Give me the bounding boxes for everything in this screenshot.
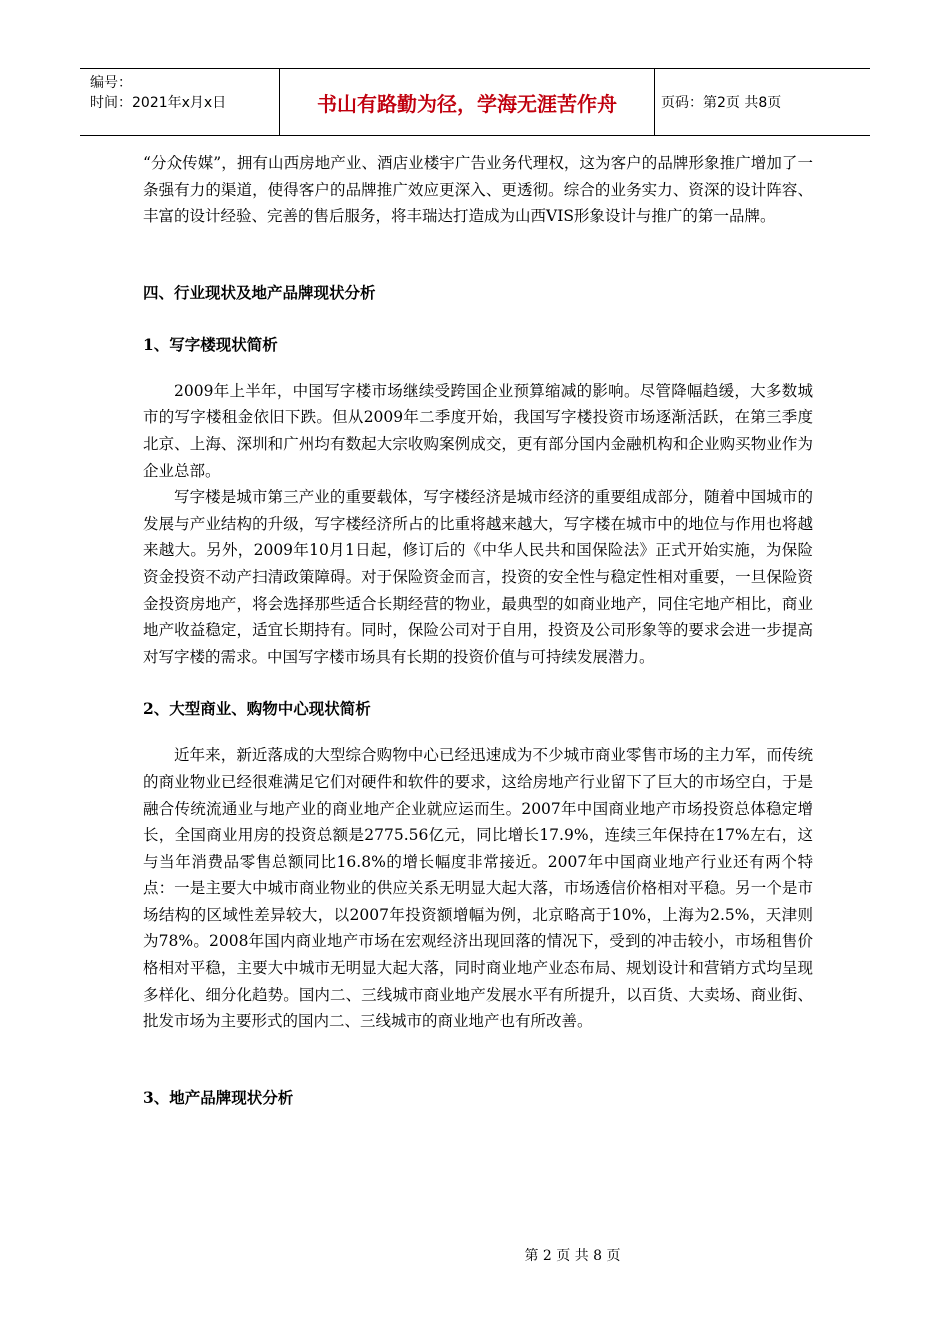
header-page-number: 页码：第2页 共8页 (661, 95, 782, 111)
subsection-heading-office: 1、写字楼现状简析 (143, 334, 278, 354)
document-date-label: 时间：2021年x月x日 (90, 95, 227, 111)
header-motto: 书山有路勤为径，学海无涯苦作舟 (280, 69, 655, 135)
document-number-label: 编号： (90, 75, 132, 91)
subsection-heading-brand: 3、地产品牌现状分析 (143, 1087, 294, 1107)
header-meta (80, 69, 280, 135)
office-paragraph-2: 写字楼是城市第三产业的重要载体，写字楼经济是城市经济的重要组成部分，随着中国城市的发展与产业结构的升级，写字楼经济所占的比重将越来越大，写字楼在城市中的地位与作用也将越来越大。另外，2009年10月1日起，修订后的《中华人民共和国保险法》正式开始实施，为保险资金投资不动产扫清政策障碍。对于保险资金而言，投资的安全性与稳定性相对重要，一旦保险资金投资房地产，将会选择那些适合长期经营的物业，最典型的如商业地产，同住宅地产相比，商业地产收益稳定，适宜长期持有。同时，保险公司对于自用，投资及公司形象等的要求会进一步提高对写字楼的需求。中国写字楼市场具有长期的投资价值与可持续发展潜力。 (143, 488, 813, 666)
commercial-paragraph: 近年来，新近落成的大型综合购物中心已经迅速成为不少城市商业零售市场的主力军，而传统的商业物业已经很难满足它们对硬件和软件的要求，这给房地产行业留下了巨大的市场空白，于是融合传统流通业与地产业的商业地产企业就应运而生。2007年中国商业地产市场投资总体稳定增长，全国商业用房的投资总额是2775.56亿元，同比增长17.9%，连续三年保持在17%左右，这与当年消费品零售总额同比16.8%的增长幅度非常接近。2007年中国商业地产行业还有两个特点：一是主要大中城市商业物业的供应关系无明显大起大落，市场透信价格相对平稳。另一个是市场结构的区域性差异较大，以2007年投资额增幅为例，北京略高于10%，上海为2.5%，天津则为78%。2008年国内商业地产市场在宏观经济出现回落的情况下，受到的冲击较小，市场租售价格相对平稳，主要大中城市无明显大起大落，同时商业地产业态布局、规划设计和营销方式均呈现多样化、细分化趋势。国内二、三线城市商业地产发展水平有所提升，以百货、大卖场、商业街、批发市场为主要形式的国内二、三线城市的商业地产也有所改善。 (143, 746, 813, 1031)
office-paragraph-1: 2009年上半年，中国写字楼市场继续受跨国企业预算缩减的影响。尽管降幅趋缓，大多数城市的写字楼租金依旧下跌。但从2009年二季度开始，我国写字楼投资市场逐渐活跃，在第三季度北京、上海、深圳和广州均有数起大宗收购案例成交，更有部分国内金融机构和企业购买物业作为企业总部。 (143, 381, 813, 480)
document-body (143, 150, 813, 1111)
intro-paragraph: “分众传媒”，拥有山西房地产业、酒店业楼宇广告业务代理权，这为客户的品牌形象推广增加了一条强有力的渠道，使得客户的品牌推广效应更深入、更透彻。综合的业务实力、资深的设计阵容、丰富的设计经验、完善的售后服务，将丰瑞达打造成为山西VIS形象设计与推广的第一品牌。 (143, 154, 813, 226)
page-footer: 第 2 页 共 8 页 (524, 1248, 621, 1264)
page-header (80, 68, 870, 136)
subsection-heading-commercial: 2、大型商业、购物中心现状简析 (143, 699, 371, 719)
section-heading-4: 四、行业现状及地产品牌现状分析 (143, 282, 376, 302)
